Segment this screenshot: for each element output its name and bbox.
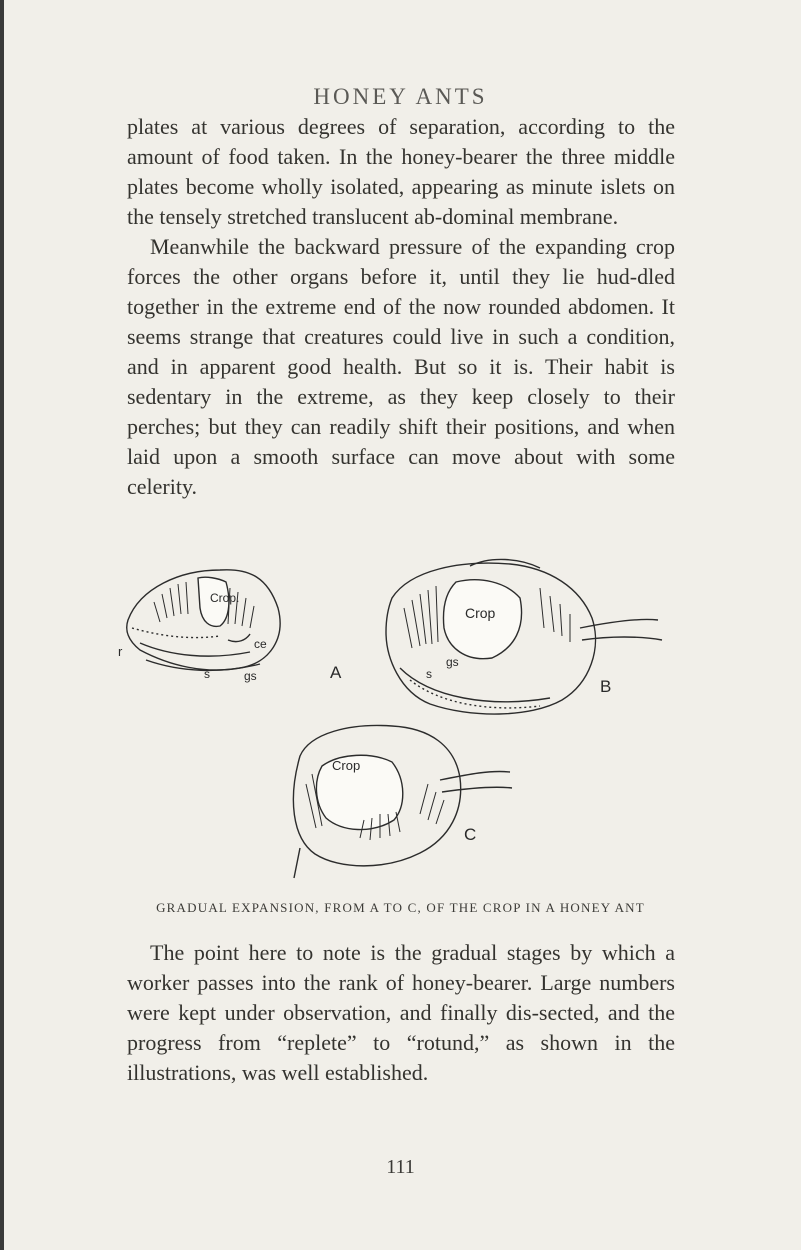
panel-b-label-s: s (426, 667, 432, 681)
panel-a-label-gs: gs (244, 669, 257, 683)
panel-a-label-ce: ce (254, 637, 267, 651)
panel-b-drawing (386, 559, 662, 714)
crop-expansion-figure (110, 548, 670, 893)
page-number: 111 (386, 1156, 415, 1178)
running-title: HONEY ANTS (313, 84, 488, 109)
paragraph: plates at various degrees of separation, according to the amount of food taken. In the honey-bearer the three middle plates become wholly isolated, appearing as minute islets on the tensely stretched translucent ab-dominal membrane. (127, 114, 675, 229)
panel-a-drawing (127, 570, 280, 671)
panel-b-label-gs: gs (446, 655, 459, 669)
panel-a-crop-label: Crop. (210, 591, 240, 605)
panel-a-letter: A (330, 663, 342, 682)
figure-caption: GRADUAL EXPANSION, FROM A TO C, OF THE CROP IN A HONEY ANT (156, 900, 645, 915)
panel-c-drawing (293, 725, 512, 878)
panel-b-letter: B (600, 677, 612, 696)
panel-c-crop-label: Crop (332, 758, 361, 773)
panel-a-label-s: s (204, 667, 210, 681)
crop-illustration (110, 548, 670, 893)
paragraph: The point here to note is the gradual stages by which a worker passes into the rank of honey-bearer. Large numbers were kept under observation, and finally dis-sected, and the progress from “replete” to “rotund,” as shown in the illustrations, was well established. (127, 940, 675, 1085)
panel-a-label-r: r (118, 644, 123, 659)
panel-c-letter: C (464, 825, 477, 844)
body-text-top (127, 112, 675, 502)
panel-b-crop-label: Crop (465, 605, 496, 621)
paragraph: Meanwhile the backward pressure of the expanding crop forces the other organs before it, until they lie hud-dled together in the extreme end of the now rounded abdomen. It seems strange that creatures could live in such a condition, and in apparent good health. But so it is. Their habit is sedentary in the extreme, as they keep closely to their perches; but they can readily shift their positions, and when laid upon a smooth surface can move about with some celerity. (127, 234, 675, 499)
page-edge (0, 0, 4, 1250)
body-text-bottom (127, 938, 675, 1088)
